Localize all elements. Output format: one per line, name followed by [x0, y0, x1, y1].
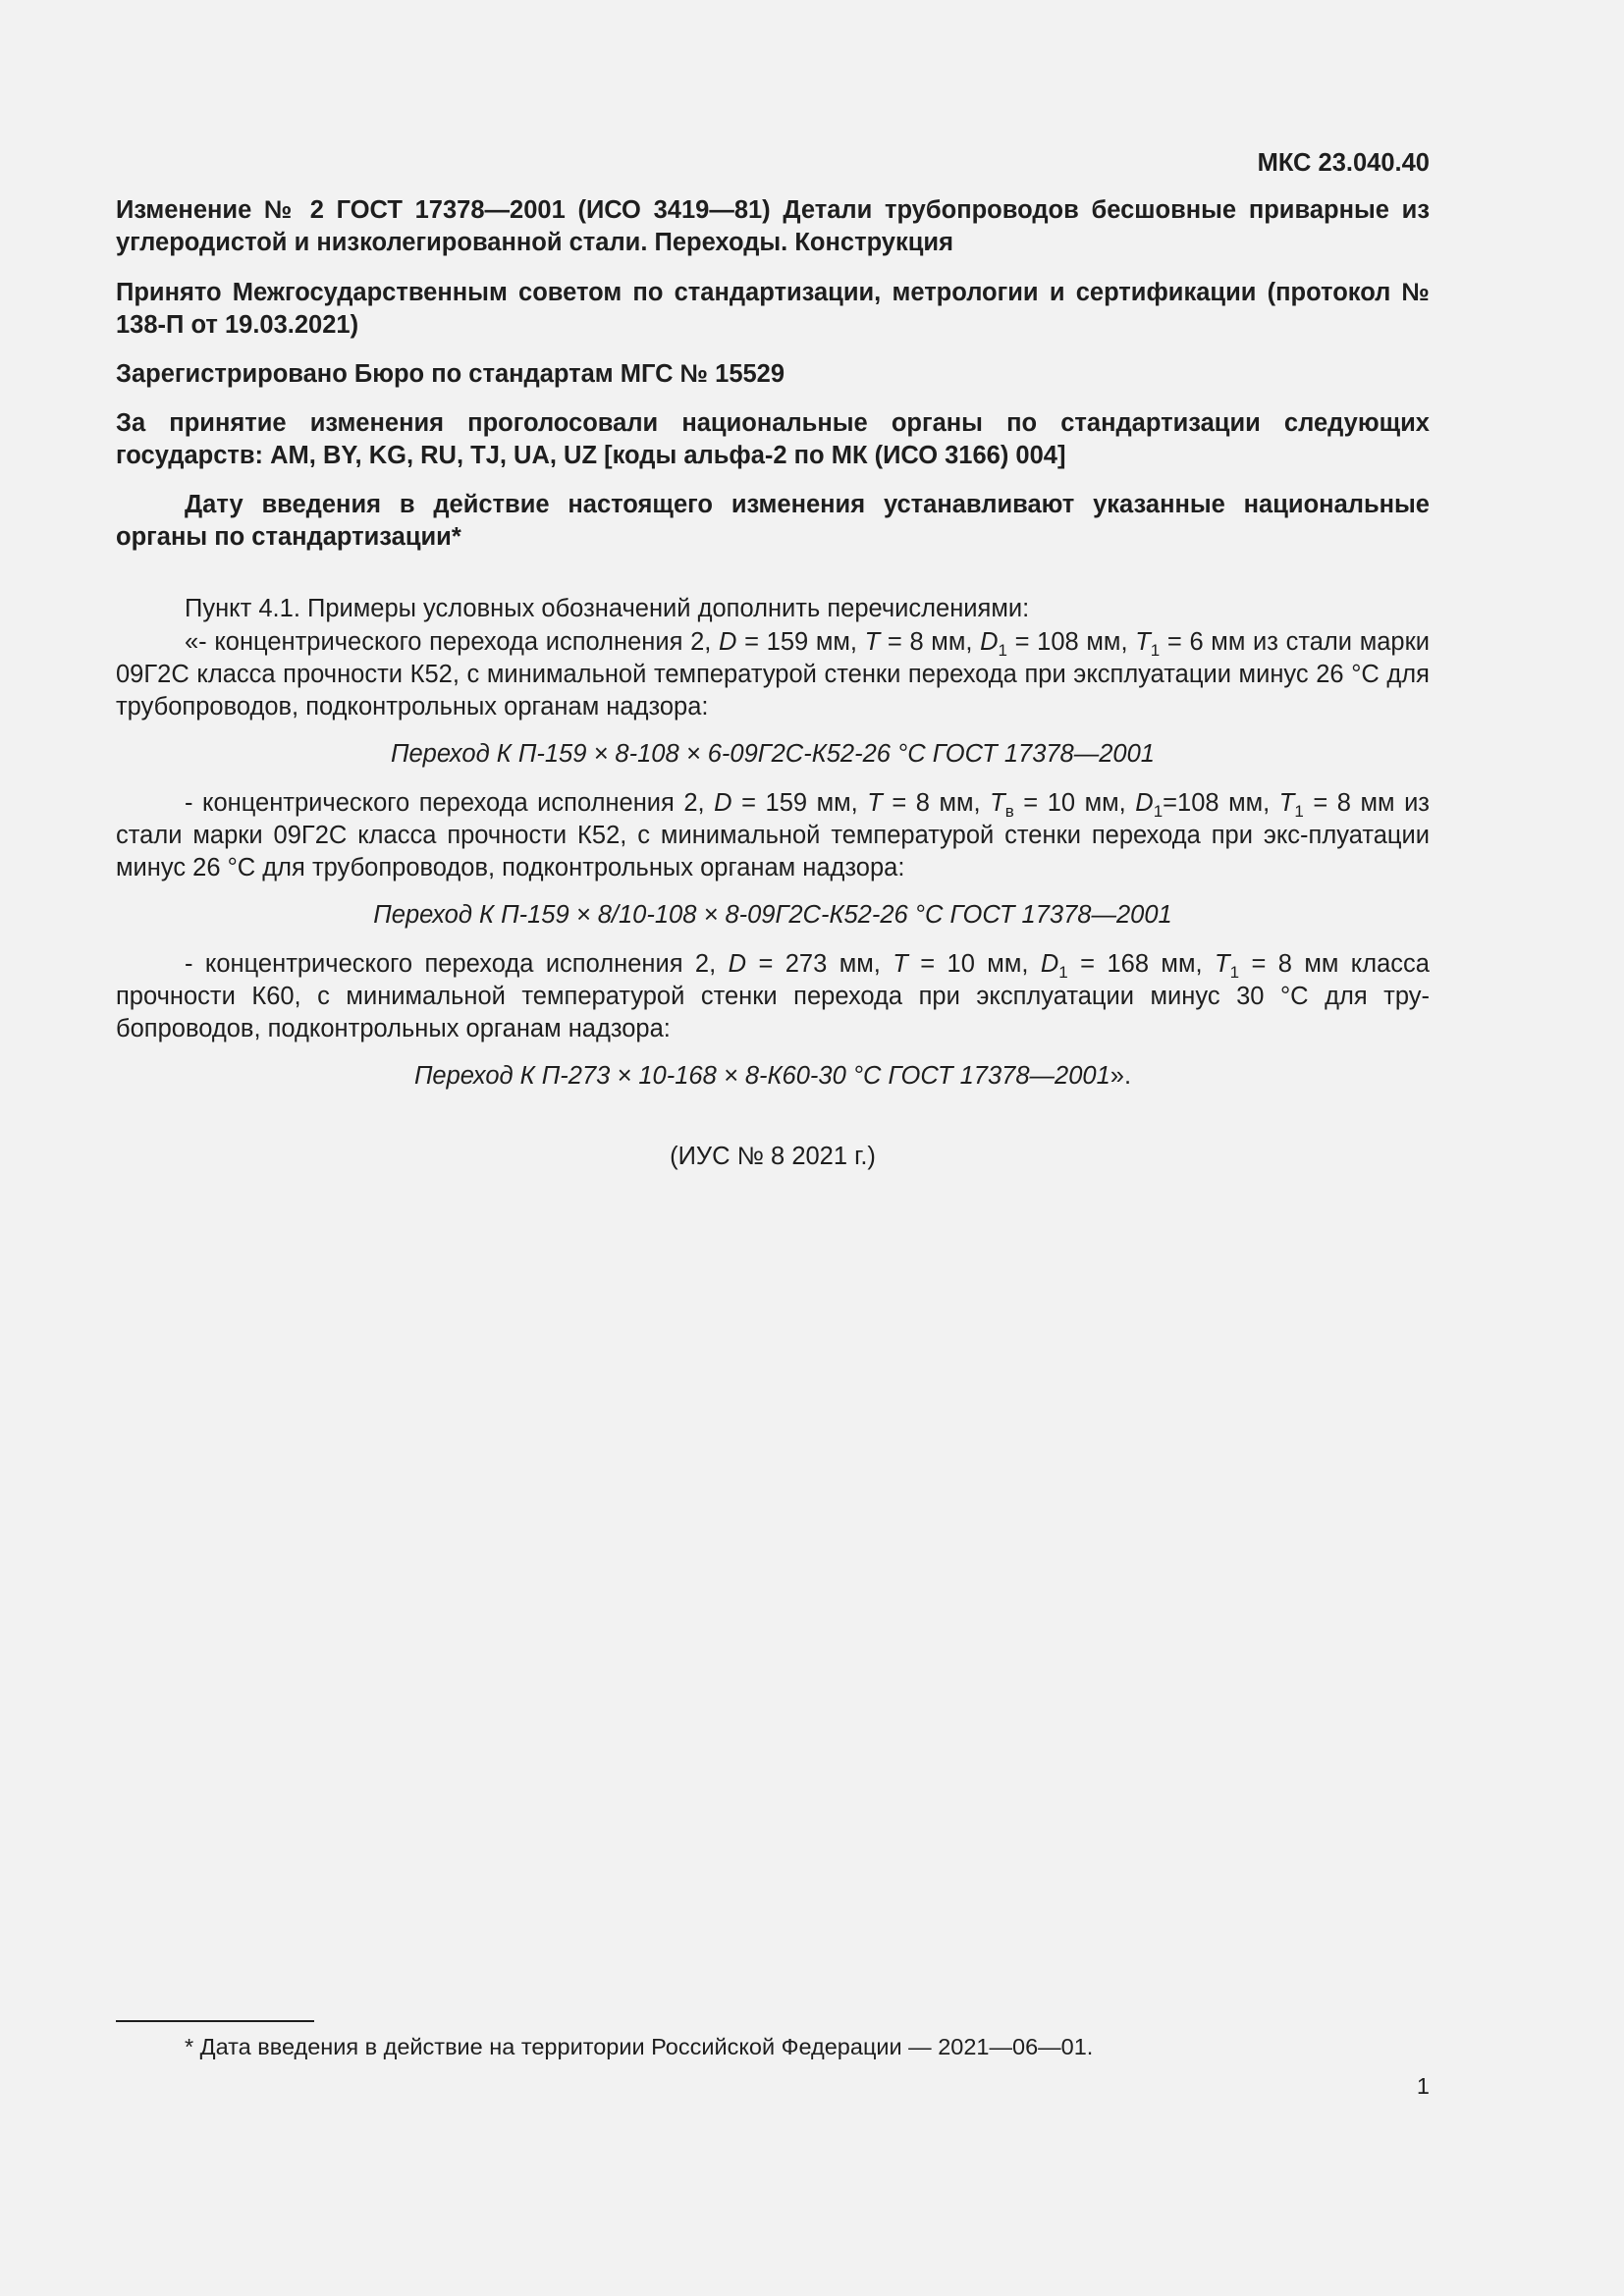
item2-var-t: T: [867, 789, 883, 817]
item3-sub-d1: 1: [1058, 963, 1068, 982]
item2-text-0: - концентрического перехода исполнения 2,: [185, 789, 715, 817]
item2-var-tv: T: [990, 789, 1005, 817]
designation-1: Переход К П-159 × 8-108 × 6-09Г2С-К52-26 °С ГОСТ 17378—2001: [391, 740, 1155, 768]
designation-3: [116, 1060, 1430, 1093]
item2-sub-t1: 1: [1294, 802, 1304, 821]
page-number: 1: [1416, 2073, 1430, 2099]
example-item-2: [116, 787, 1430, 884]
ius-reference: (ИУС № 8 2021 г.): [670, 1143, 876, 1170]
item3-var-d: D: [728, 950, 747, 978]
item3-text-4: = 8 мм класса прочности К60, с минимальной температурой стенки перехода при эксплуатации минус 30 °С для тру-бопроводов, подконтрольных органам надзора:: [116, 950, 1430, 1042]
item2-text-4: =108 мм,: [1163, 789, 1279, 817]
item1-sub-d1: 1: [998, 641, 1007, 660]
item1-text-1: = 159 мм,: [736, 628, 865, 656]
item1-var-t: T: [864, 628, 881, 656]
item3-var-t1: T: [1214, 950, 1230, 978]
item3-text-3: = 168 мм,: [1067, 950, 1215, 978]
adopted-statement: Принято Межгосударственным советом по стандартизации, метрологии и сертификации (протокол № 138-П от 19.03.2021): [116, 279, 1430, 339]
designation-3-tail: ».: [1110, 1062, 1132, 1090]
item3-text-2: = 10 мм,: [907, 950, 1041, 978]
item1-var-d1: D: [980, 628, 999, 656]
item3-var-t: T: [893, 950, 908, 978]
item3-text-0: - концентрического перехода исполнения 2,: [185, 950, 729, 978]
item2-var-d: D: [714, 789, 732, 817]
item2-sub-tv: в: [1004, 802, 1014, 821]
clause-intro: Пункт 4.1. Примеры условных обозначений дополнить перечислениями:: [185, 595, 1030, 622]
item2-var-d1: D: [1135, 789, 1154, 817]
footnote-text: * Дата введения в действие на территории Российской Федерации — 2021—06—01.: [185, 2034, 1094, 2059]
example-item-1: [116, 626, 1430, 723]
item3-sub-t1: 1: [1229, 963, 1240, 982]
footnote-divider: [116, 2020, 314, 2022]
item3-var-d1: D: [1040, 950, 1059, 978]
item1-var-t1: T: [1135, 628, 1151, 656]
item2-var-t1: T: [1278, 789, 1295, 817]
item1-sub-t1: 1: [1150, 641, 1161, 660]
item2-text-1: = 159 мм,: [731, 789, 868, 817]
registered-statement: Зарегистрировано Бюро по стандартам МГС № 15529: [116, 360, 785, 388]
item1-text-4: = 6 мм из стали марки 09Г2С класса прочности К52, с минимальной температурой стенки перехода при эксплуатации минус 26 °С для трубопроводов, подконтрольных органам надзора:: [116, 628, 1430, 721]
item2-text-3: = 10 мм,: [1013, 789, 1136, 817]
item1-text-2: = 8 мм,: [880, 628, 981, 656]
item2-sub-d1: 1: [1153, 802, 1164, 821]
designation-3-text: Переход К П-273 × 10-168 × 8-К60-30 °С ГОСТ 17378—2001: [413, 1062, 1110, 1090]
item2-text-2: = 8 мм,: [882, 789, 991, 817]
amendment-title: Изменение № 2 ГОСТ 17378—2001 (ИСО 3419—81) Детали трубопроводов бесшовные приварные из углеродистой и низколегированной стали. Переходы. Конструкция: [116, 196, 1430, 256]
designation-2: Переход К П-159 × 8/10-108 × 8-09Г2С-К52-26 °С ГОСТ 17378—2001: [373, 901, 1172, 929]
item2-text-5: = 8 мм из стали марки 09Г2С класса прочности К52, с минимальной температурой стенки перехода при экс-плуатации минус 26 °С для трубопроводов, подконтрольных органам надзора:: [116, 789, 1430, 881]
item3-text-1: = 273 мм,: [746, 950, 893, 978]
voted-statement: За принятие изменения проголосовали национальные органы по стандартизации следующих государств: AM, BY, KG, RU, TJ, UA, UZ [коды альфа-2 по МК (ИСО 3166) 004]: [116, 409, 1430, 469]
item1-text-0: «- концентрического перехода исполнения 2,: [185, 628, 720, 656]
example-item-3: [116, 948, 1430, 1045]
mks-code: МКС 23.040.40: [1257, 149, 1430, 177]
item1-var-d: D: [719, 628, 737, 656]
item1-text-3: = 108 мм,: [1006, 628, 1136, 656]
effective-date-statement: Дату введения в действие настоящего изменения устанавливают указанные национальные органы по стандартизации*: [116, 491, 1430, 551]
